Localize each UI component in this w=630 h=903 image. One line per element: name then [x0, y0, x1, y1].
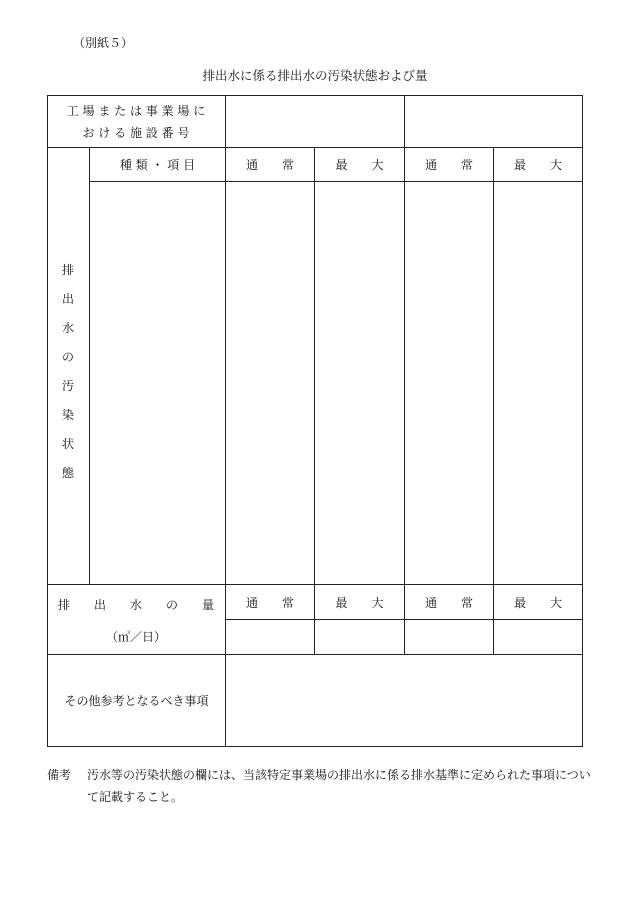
volume-label-text: 排 出 水 の 量	[57, 598, 214, 612]
discharge-volume-label	[47, 586, 225, 654]
pollution-normal-field-2[interactable]	[405, 182, 493, 584]
facility-number-field-1[interactable]	[226, 96, 404, 147]
pollution-state-label	[47, 256, 89, 488]
remarks-note	[47, 764, 592, 808]
volume-max-field-2[interactable]	[494, 620, 582, 654]
item-type-header: 種 類 ・ 項 目	[119, 158, 196, 172]
vertical-char: 出	[61, 292, 74, 306]
facility-number-field-2[interactable]	[405, 96, 582, 147]
facility-number-label	[47, 97, 225, 147]
item-type-field[interactable]	[90, 182, 225, 584]
vertical-char: 染	[61, 408, 74, 422]
vertical-char: 排	[61, 263, 74, 277]
vertical-char: 水	[61, 321, 74, 335]
remarks-label: 備考	[47, 768, 72, 782]
volume-normal-field-1[interactable]	[226, 620, 314, 654]
volume-max-field-1[interactable]	[315, 620, 404, 654]
vertical-char: の	[61, 350, 74, 364]
other-reference-label: その他参考となるべき事項	[64, 694, 209, 708]
volume-unit: （㎥／日）	[105, 630, 166, 644]
facility-label-line1: 工 場 ま た は 事 業 場 に	[66, 104, 206, 118]
pollution-normal-header-1: 通 常	[245, 158, 294, 172]
vertical-char: 態	[61, 466, 74, 480]
other-reference-field[interactable]	[226, 655, 582, 746]
volume-normal-field-2[interactable]	[405, 620, 493, 654]
pollution-max-header-1: 最 大	[335, 158, 384, 172]
facility-label-line2: お け る 施 設 番 号	[82, 126, 190, 140]
remarks-text: 汚水等の汚染状態の欄には、当該特定事業場の排出水に係る排水基準に定められた事項について記載すること。	[87, 768, 591, 804]
volume-max-header-1: 最 大	[335, 595, 384, 610]
pollution-max-field-2[interactable]	[494, 182, 582, 584]
pollution-normal-header-2: 通 常	[424, 158, 473, 172]
pollution-normal-field-1[interactable]	[226, 182, 314, 584]
volume-normal-header-1: 通 常	[245, 595, 294, 610]
form-title: 排出水に係る排出水の汚染状態および量	[202, 68, 428, 83]
pollution-max-header-2: 最 大	[513, 158, 562, 172]
pollution-max-field-1[interactable]	[315, 182, 404, 584]
vertical-char: 汚	[61, 379, 74, 393]
vertical-char: 状	[61, 437, 74, 451]
volume-max-header-2: 最 大	[513, 595, 562, 610]
form-reference: （別紙５）	[73, 36, 134, 50]
volume-normal-header-2: 通 常	[424, 595, 473, 610]
